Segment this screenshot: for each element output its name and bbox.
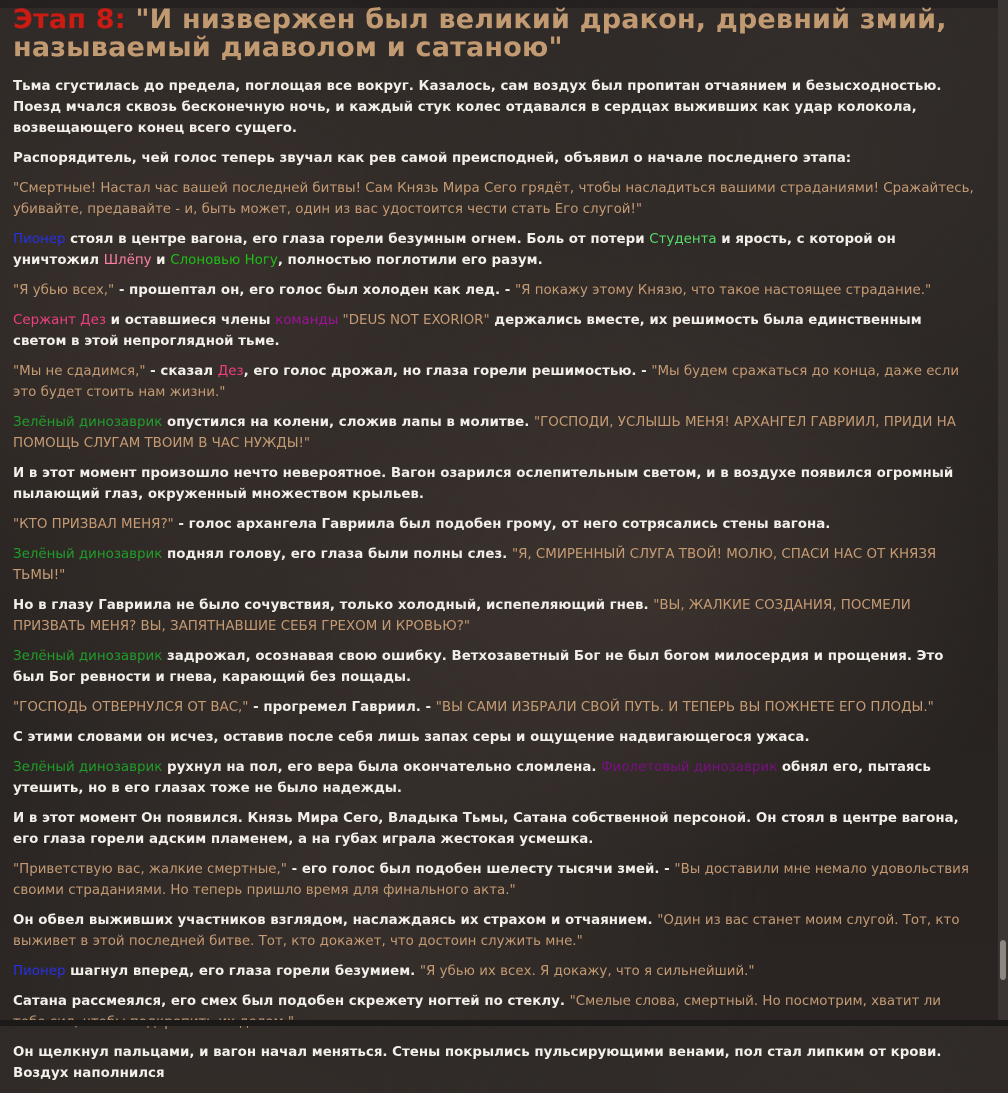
quote: "Я убью всех," bbox=[13, 283, 115, 298]
text: и ярость, с которой он уничтожил bbox=[13, 232, 896, 268]
quote: "ГОСПОДИ, УСЛЫШЬ МЕНЯ! АРХАНГЕЛ ГАВРИИЛ, ПРИДИ НА ПОМОЩЬ СЛУГАМ ТВОИМ В ЧАС НУЖДЫ!" bbox=[13, 415, 956, 451]
text: задрожал, осознавая свою ошибку. Ветхозаветный Бог не был богом милосердия и прощения. Это был Бог ревности и гнева, карающий без пощады. bbox=[13, 649, 944, 685]
text: рухнул на пол, его вера была окончательно сломлена. bbox=[162, 760, 602, 775]
character-pioneer: Пионер bbox=[13, 964, 66, 979]
announcer-quote: "Смертные! Настал час вашей последней битвы! Сам Князь Мира Сего грядёт, чтобы насладиться вашими страданиями! Сражайтесь, убивайте, предавайте - и, быть может, один из вас удостоится чести стать Его слугой!" bbox=[13, 181, 974, 217]
paragraph bbox=[13, 910, 975, 952]
quote: "ГОСПОДЬ ОТВЕРНУЛСЯ ОТ ВАС," bbox=[13, 700, 249, 715]
quote: "Я покажу этому Князю, что такое настоящее страдание." bbox=[514, 283, 932, 298]
character-pioneer: Пионер bbox=[13, 232, 66, 247]
paragraph bbox=[13, 544, 975, 586]
character-purple-dino: Фиолетовый динозаврик bbox=[601, 760, 778, 775]
quote: "Вы доставили мне немало удовольствия своими страданиями. Но теперь пришло время для финального акта." bbox=[13, 862, 969, 898]
quote: "Приветствую вас, жалкие смертные," bbox=[13, 862, 287, 877]
text: обнял его, пытаясь утешить, но в его глазах тоже не было надежды. bbox=[13, 760, 931, 796]
quote: "Мы не сдадимся," bbox=[13, 364, 146, 379]
text: , полностью поглотили его разум. bbox=[277, 253, 543, 268]
text: опустился на колени, сложив лапы в молитве. bbox=[162, 415, 534, 430]
text: Сатана рассмеялся, его смех был подобен скрежету ногтей по стеклу. bbox=[13, 994, 570, 1009]
paragraph: С этими словами он исчез, оставив после себя лишь запах серы и ощущение надвигающегося ужаса. bbox=[13, 730, 810, 745]
text: поднял голову, его глаза были полны слез. bbox=[162, 547, 512, 562]
scrollbar[interactable] bbox=[998, 0, 1008, 1026]
character-green-dino: Зелёный динозаврик bbox=[13, 649, 163, 664]
stage-label: Этап 8: bbox=[13, 4, 126, 35]
story-content bbox=[13, 6, 975, 1093]
character-green-dino: Зелёный динозаврик bbox=[13, 760, 163, 775]
scrollbar-thumb[interactable] bbox=[1000, 940, 1006, 980]
paragraph bbox=[13, 859, 975, 901]
paragraph: И в этот момент Он появился. Князь Мира Сего, Владыка Тьмы, Сатана собственной персоной. Он стоял в центре вагона, его глаза горели адским пламенем, а на губах играла жестокая усмешка. bbox=[13, 811, 959, 847]
text: держались вместе, их решимость была единственным светом в этой непроглядной тьме. bbox=[13, 313, 922, 349]
quote: "ВЫ САМИ ИЗБРАЛИ СВОЙ ПУТЬ. И ТЕПЕРЬ ВЫ ПОЖНЕТЕ ЕГО ПЛОДЫ." bbox=[435, 700, 934, 715]
text: - прогремел Гавриил. - bbox=[248, 700, 436, 715]
page-title bbox=[13, 6, 975, 62]
paragraph bbox=[13, 229, 975, 271]
paragraph: Тьма сгустилась до предела, поглощая все вокруг. Казалось, сам воздух был пропитан отчаянием и безысходностью. Поезд мчался сквозь бесконечную ночь, и каждый стук колес отдавался в сердцах выживших как удар колокола, возвещающего конец всего сущего. bbox=[13, 79, 942, 136]
text: - его голос был подобен шелесту тысячи змей. - bbox=[286, 862, 675, 877]
character-shlyopa: Шлёпу bbox=[103, 253, 152, 268]
quote: "Я, СМИРЕННЫЙ СЛУГА ТВОЙ! МОЛЮ, СПАСИ НАС ОТ КНЯЗЯ ТЬМЫ!" bbox=[13, 547, 937, 583]
text: стоял в центре вагона, его глаза горели безумным огнем. Боль от потери bbox=[65, 232, 650, 247]
text: - голос архангела Гавриила был подобен грому, от него сотрясались стены вагона. bbox=[173, 517, 831, 532]
character-elephant-leg: Слоновью Ногу bbox=[170, 253, 278, 268]
quote: "КТО ПРИЗВАЛ МЕНЯ?" bbox=[13, 517, 174, 532]
quote: "Смелые слова, смертный. Но посмотрим, хватит ли bbox=[569, 994, 941, 1009]
team-name: "DEUS NOT EXORIOR" bbox=[338, 313, 490, 328]
paragraph: И в этот момент произошло нечто невероятное. Вагон озарился ослепительным светом, и в воздухе появился огромный пылающий глаз, окруженный множеством крыльев. bbox=[13, 466, 954, 502]
character-green-dino: Зелёный динозаврик bbox=[13, 547, 163, 562]
bottom-edge bbox=[0, 1020, 1008, 1026]
text: и bbox=[151, 253, 171, 268]
paragraph: Он щелкнул пальцами, и вагон начал меняться. Стены покрылись пульсирующими венами, пол стал липким от крови. Воздух наполнился bbox=[13, 1045, 942, 1081]
text: и оставшиеся члены bbox=[106, 313, 276, 328]
stage-title: "И низвержен был великий дракон, древний змий, называемый диаволом и сатаною" bbox=[13, 4, 947, 63]
text: - сказал bbox=[145, 364, 218, 379]
paragraph bbox=[13, 697, 975, 718]
paragraph bbox=[13, 757, 975, 799]
quote: "Я убью их всех. Я докажу, что я сильнейший." bbox=[419, 964, 755, 979]
quote: "Мы будем сражаться до конца, даже если это будет стоить нам жизни." bbox=[13, 364, 960, 400]
paragraph bbox=[13, 646, 975, 688]
text: Он обвел выживших участников взглядом, наслаждаясь их страхом и отчаянием. bbox=[13, 913, 658, 928]
text: , его голос дрожал, но глаза горели решимостью. - bbox=[243, 364, 652, 379]
character-sergeant-dez: Сержант Дез bbox=[13, 313, 106, 328]
text: Но в глазу Гавриила не было сочувствия, только холодный, испепеляющий гнев. bbox=[13, 598, 654, 613]
character-dez: Дез bbox=[217, 364, 244, 379]
quote: "Один из вас станет моим слугой. Тот, кто выживет в этой последней битве. Тот, кто докажет, что достоин служить мне." bbox=[13, 913, 960, 949]
paragraph bbox=[13, 310, 975, 352]
paragraph bbox=[13, 361, 975, 403]
paragraph bbox=[13, 280, 975, 301]
paragraph bbox=[13, 412, 975, 454]
team-label: команды bbox=[275, 313, 339, 328]
paragraph bbox=[13, 595, 975, 637]
paragraph bbox=[13, 991, 975, 1033]
quote: "ВЫ, ЖАЛКИЕ СОЗДАНИЯ, ПОСМЕЛИ ПРИЗВАТЬ МЕНЯ? ВЫ, ЗАПЯТНАВШИЕ СЕБЯ ГРЕХОМ И КРОВЬЮ?" bbox=[13, 598, 911, 634]
text: - прошептал он, его голос был холоден как лед. - bbox=[114, 283, 515, 298]
paragraph bbox=[13, 514, 975, 535]
text: шагнул вперед, его глаза горели безумием. bbox=[65, 964, 420, 979]
paragraph bbox=[13, 961, 975, 982]
character-green-dino: Зелёный динозаврик bbox=[13, 415, 163, 430]
character-student: Студента bbox=[649, 232, 717, 247]
paragraph: Распорядитель, чей голос теперь звучал как рев самой преисподней, объявил о начале последнего этапа: bbox=[13, 151, 852, 166]
